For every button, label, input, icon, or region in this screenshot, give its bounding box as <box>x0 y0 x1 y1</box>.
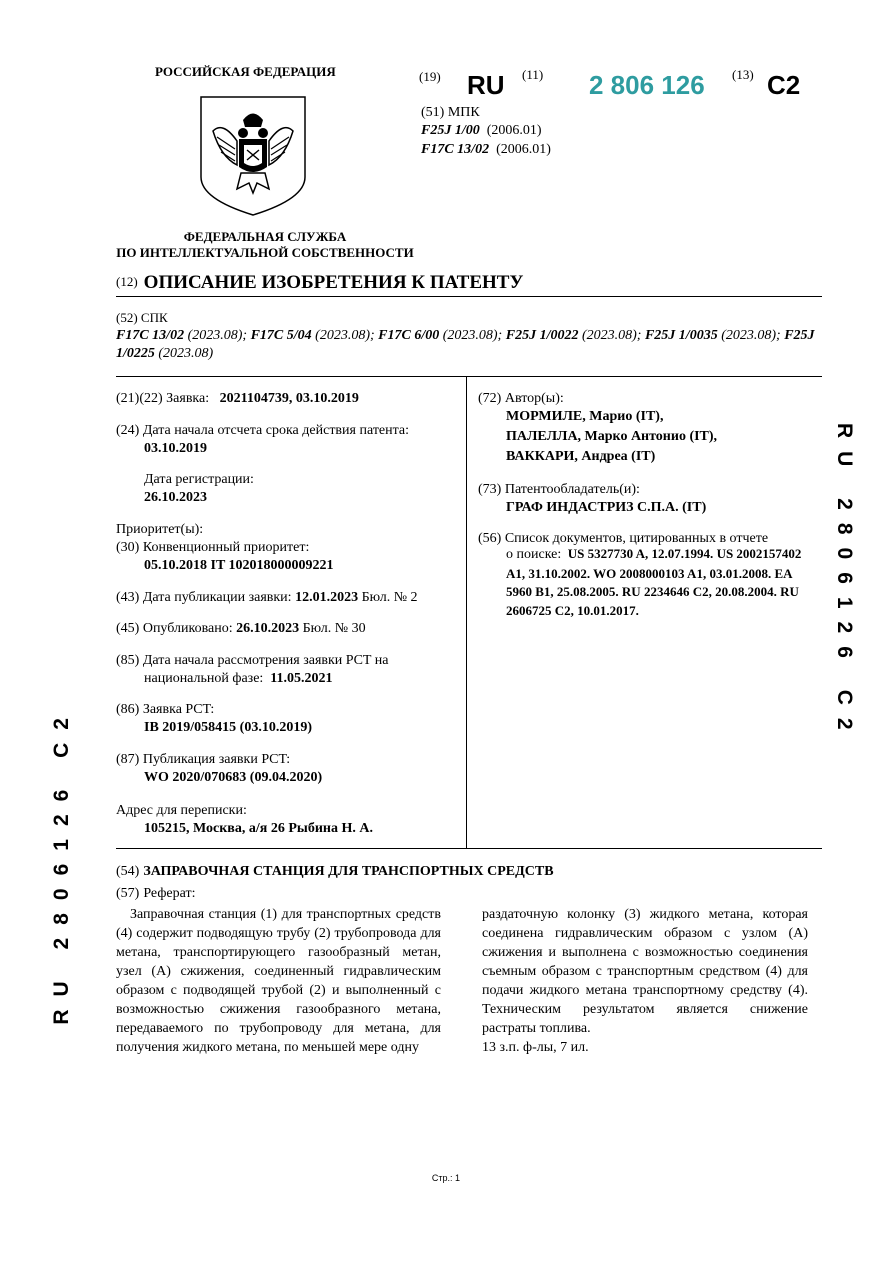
citations-list <box>506 545 806 620</box>
pct-pub-row <box>116 750 290 770</box>
pct-app-label: Заявка PCT: <box>142 702 215 717</box>
application-value: 2021104739, 03.10.2019 <box>219 391 359 406</box>
app-pub-bulletin: Бюл. № 2 <box>361 590 418 605</box>
pct-app-code: (86) <box>116 702 140 717</box>
holder-value: ГРАФ ИНДАСТРИЗ С.П.А. (IT) <box>506 500 707 515</box>
published-bulletin: Бюл. № 30 <box>302 621 366 636</box>
pct-national-code: (85) <box>116 653 140 668</box>
author-name: ВАККАРИ, Андреа (IT) <box>506 449 656 464</box>
term-start-label: Дата начала отсчета срока действия патента: <box>142 423 410 438</box>
spk-heading <box>116 309 168 327</box>
abstract-column-1: Заправочная станция (1) для транспортных средств (4) содержит подводящую трубу (2) трубопровода для метана, транспортирующего газообразный метан, узел (А) сжижения, соединенный гидравлическим образом с подводящей трубой (2) и выполненный с возможностью сжижения газообразного метана, передаваемого по трубопроводу для метана, для получения жидкого метана, по меньшей мере одну <box>116 907 441 1055</box>
patent-number: 2 806 126 <box>589 70 705 100</box>
application-row <box>116 389 359 409</box>
spk-version: (2023.08); <box>581 328 642 343</box>
spk-class: F17C 6/00 <box>378 328 440 343</box>
mpk-version: (2006.01) <box>496 142 551 157</box>
mpk-class-row <box>421 140 551 160</box>
spk-class: F25J 1/0225 <box>116 328 815 361</box>
pct-national-row-2 <box>144 669 333 689</box>
citation-item: US 5327730 A, 12.07.1994. <box>567 546 714 561</box>
citations-label-2: о поиске: <box>506 547 562 562</box>
mpk-class-row <box>421 121 542 141</box>
abstract-label: Реферат: <box>143 886 196 901</box>
author-name: ПАЛЕЛЛА, Марко Антонио (IT), <box>506 429 718 444</box>
registration-label: Дата регистрации: <box>144 472 254 487</box>
conv-priority-code: (30) <box>116 540 140 555</box>
spk-class: F17C 13/02 <box>116 328 185 343</box>
agency-line-2: ПО ИНТЕЛЛЕКТУАЛЬНОЙ СОБСТВЕННОСТИ <box>116 245 414 260</box>
priority-label: Приоритет(ы): <box>116 522 204 537</box>
spk-class: F25J 1/0035 <box>644 328 718 343</box>
holder-heading <box>478 480 640 500</box>
pct-pub-label: Публикация заявки PCT: <box>142 752 291 767</box>
registration-value: 26.10.2023 <box>144 490 207 505</box>
spk-version: (2023.08); <box>187 328 248 343</box>
code-11: (11) <box>522 67 544 82</box>
app-pub-row <box>116 588 418 608</box>
citation-item: RU 2606725 C2, 10.01.2017. <box>506 584 799 618</box>
russian-coat-of-arms-icon <box>197 95 309 217</box>
code-19: (19) <box>419 69 441 84</box>
app-pub-label: Дата публикации заявки: <box>142 590 292 605</box>
country-code: RU <box>467 70 505 100</box>
mpk-version: (2006.01) <box>486 123 542 138</box>
divider <box>116 376 822 377</box>
divider <box>116 296 822 297</box>
citation-item: US 2002157402 A1, 31.10.2002. <box>506 546 802 581</box>
abstract-text-2: раздаточную колонку (3) жидкого метана, которая соединена гидравлическим образом с узлом (А) сжижения и выполнена с возможностью соединения съемным образом с транспортным средством (4) для подачи жидкого метана транспортному средству (4). Техническим результатом является снижение растраты топлива. <box>482 907 808 1036</box>
address-label: Адрес для переписки: <box>116 803 247 818</box>
citation-item: EA 5960 B1, 25.08.2005. <box>506 565 792 599</box>
pct-app-value: IB 2019/058415 (03.10.2019) <box>144 720 312 735</box>
published-code: (45) <box>116 621 140 636</box>
authors-label: Автор(ы): <box>504 391 564 406</box>
citations-label: Список документов, цитированных в отчете <box>504 531 769 546</box>
term-start-label-row <box>116 421 409 441</box>
citation-item: RU 2234646 C2, 20.08.2004. <box>621 584 777 599</box>
agency-line-1: ФЕДЕРАЛЬНАЯ СЛУЖБА <box>183 229 347 244</box>
side-label-right: RU 2806126 C2 <box>833 423 856 743</box>
pct-pub-value: WO 2020/070683 (09.04.2020) <box>144 770 323 785</box>
app-pub-code: (43) <box>116 590 140 605</box>
pct-app-row <box>116 700 214 720</box>
spk-class: F17C 5/04 <box>250 328 312 343</box>
invention-code: (54) <box>116 864 140 879</box>
spk-class: F25J 1/0022 <box>505 328 579 343</box>
holder-label: Патентообладатель(и): <box>504 482 640 497</box>
conv-priority-value: 05.10.2018 IT 102018000009221 <box>144 558 334 573</box>
authors-code: (72) <box>478 391 502 406</box>
pct-national-value: 11.05.2021 <box>270 671 333 686</box>
invention-title-row <box>116 862 554 882</box>
abstract-code: (57) <box>116 886 140 901</box>
side-label-left: RU 2806126 C2 <box>50 705 73 1025</box>
conv-priority-row <box>116 538 309 558</box>
column-divider <box>466 377 467 848</box>
application-label: Заявка: <box>166 391 210 406</box>
citation-item: WO 2008000103 A1, 03.01.2008. <box>593 565 772 581</box>
published-label: Опубликовано: <box>142 621 233 636</box>
page-title: ОПИСАНИЕ ИЗОБРЕТЕНИЯ К ПАТЕНТУ <box>143 272 524 293</box>
mpk-heading <box>421 103 480 123</box>
spk-version: (2023.08); <box>442 328 503 343</box>
kind-code: C2 <box>767 70 801 100</box>
term-start-code: (24) <box>116 423 140 438</box>
spk-label: СПК <box>140 310 168 325</box>
title-code: (12) <box>116 274 138 289</box>
spk-list <box>116 327 831 363</box>
mpk-code: (51) <box>421 105 445 120</box>
invention-title: ЗАПРАВОЧНАЯ СТАНЦИЯ ДЛЯ ТРАНСПОРТНЫХ СРЕДСТВ <box>143 864 554 879</box>
mpk-class: F17C 13/02 <box>421 142 490 157</box>
country-name: РОССИЙСКАЯ ФЕДЕРАЦИЯ <box>155 64 336 79</box>
application-code: (21)(22) <box>116 391 163 406</box>
conv-priority-label: Конвенционный приоритет: <box>142 540 310 555</box>
pct-national-row <box>116 651 388 671</box>
authors-heading <box>478 389 564 409</box>
page-number: Стр.: 1 <box>431 1173 461 1183</box>
term-start-value: 03.10.2019 <box>144 441 207 456</box>
published-value: 26.10.2023 <box>236 621 300 636</box>
published-row <box>116 619 366 639</box>
pct-national-label: Дата начала рассмотрения заявки PCT на <box>142 653 389 668</box>
mpk-label: МПК <box>447 105 480 120</box>
spk-version: (2023.08); <box>315 328 375 343</box>
pct-national-label-2: национальной фазе: <box>144 671 264 686</box>
abstract-column-2 <box>482 905 808 1057</box>
mpk-class: F25J 1/00 <box>421 123 480 138</box>
pct-pub-code: (87) <box>116 752 140 767</box>
app-pub-value: 12.01.2023 <box>295 590 359 605</box>
address-value: 105215, Москва, а/я 26 Рыбина Н. А. <box>144 821 373 836</box>
spk-version: (2023.08); <box>721 328 781 343</box>
claims-count: 13 з.п. ф-лы, 7 ил. <box>482 1040 589 1055</box>
author-name: МОРМИЛЕ, Марио (IT), <box>506 409 664 424</box>
citations-code: (56) <box>478 531 502 546</box>
spk-code: (52) <box>116 310 138 325</box>
spk-version: (2023.08) <box>158 346 214 361</box>
divider <box>116 848 822 849</box>
abstract-heading <box>116 884 195 904</box>
code-13: (13) <box>732 67 754 82</box>
document-title-block <box>116 272 523 294</box>
holder-code: (73) <box>478 482 502 497</box>
